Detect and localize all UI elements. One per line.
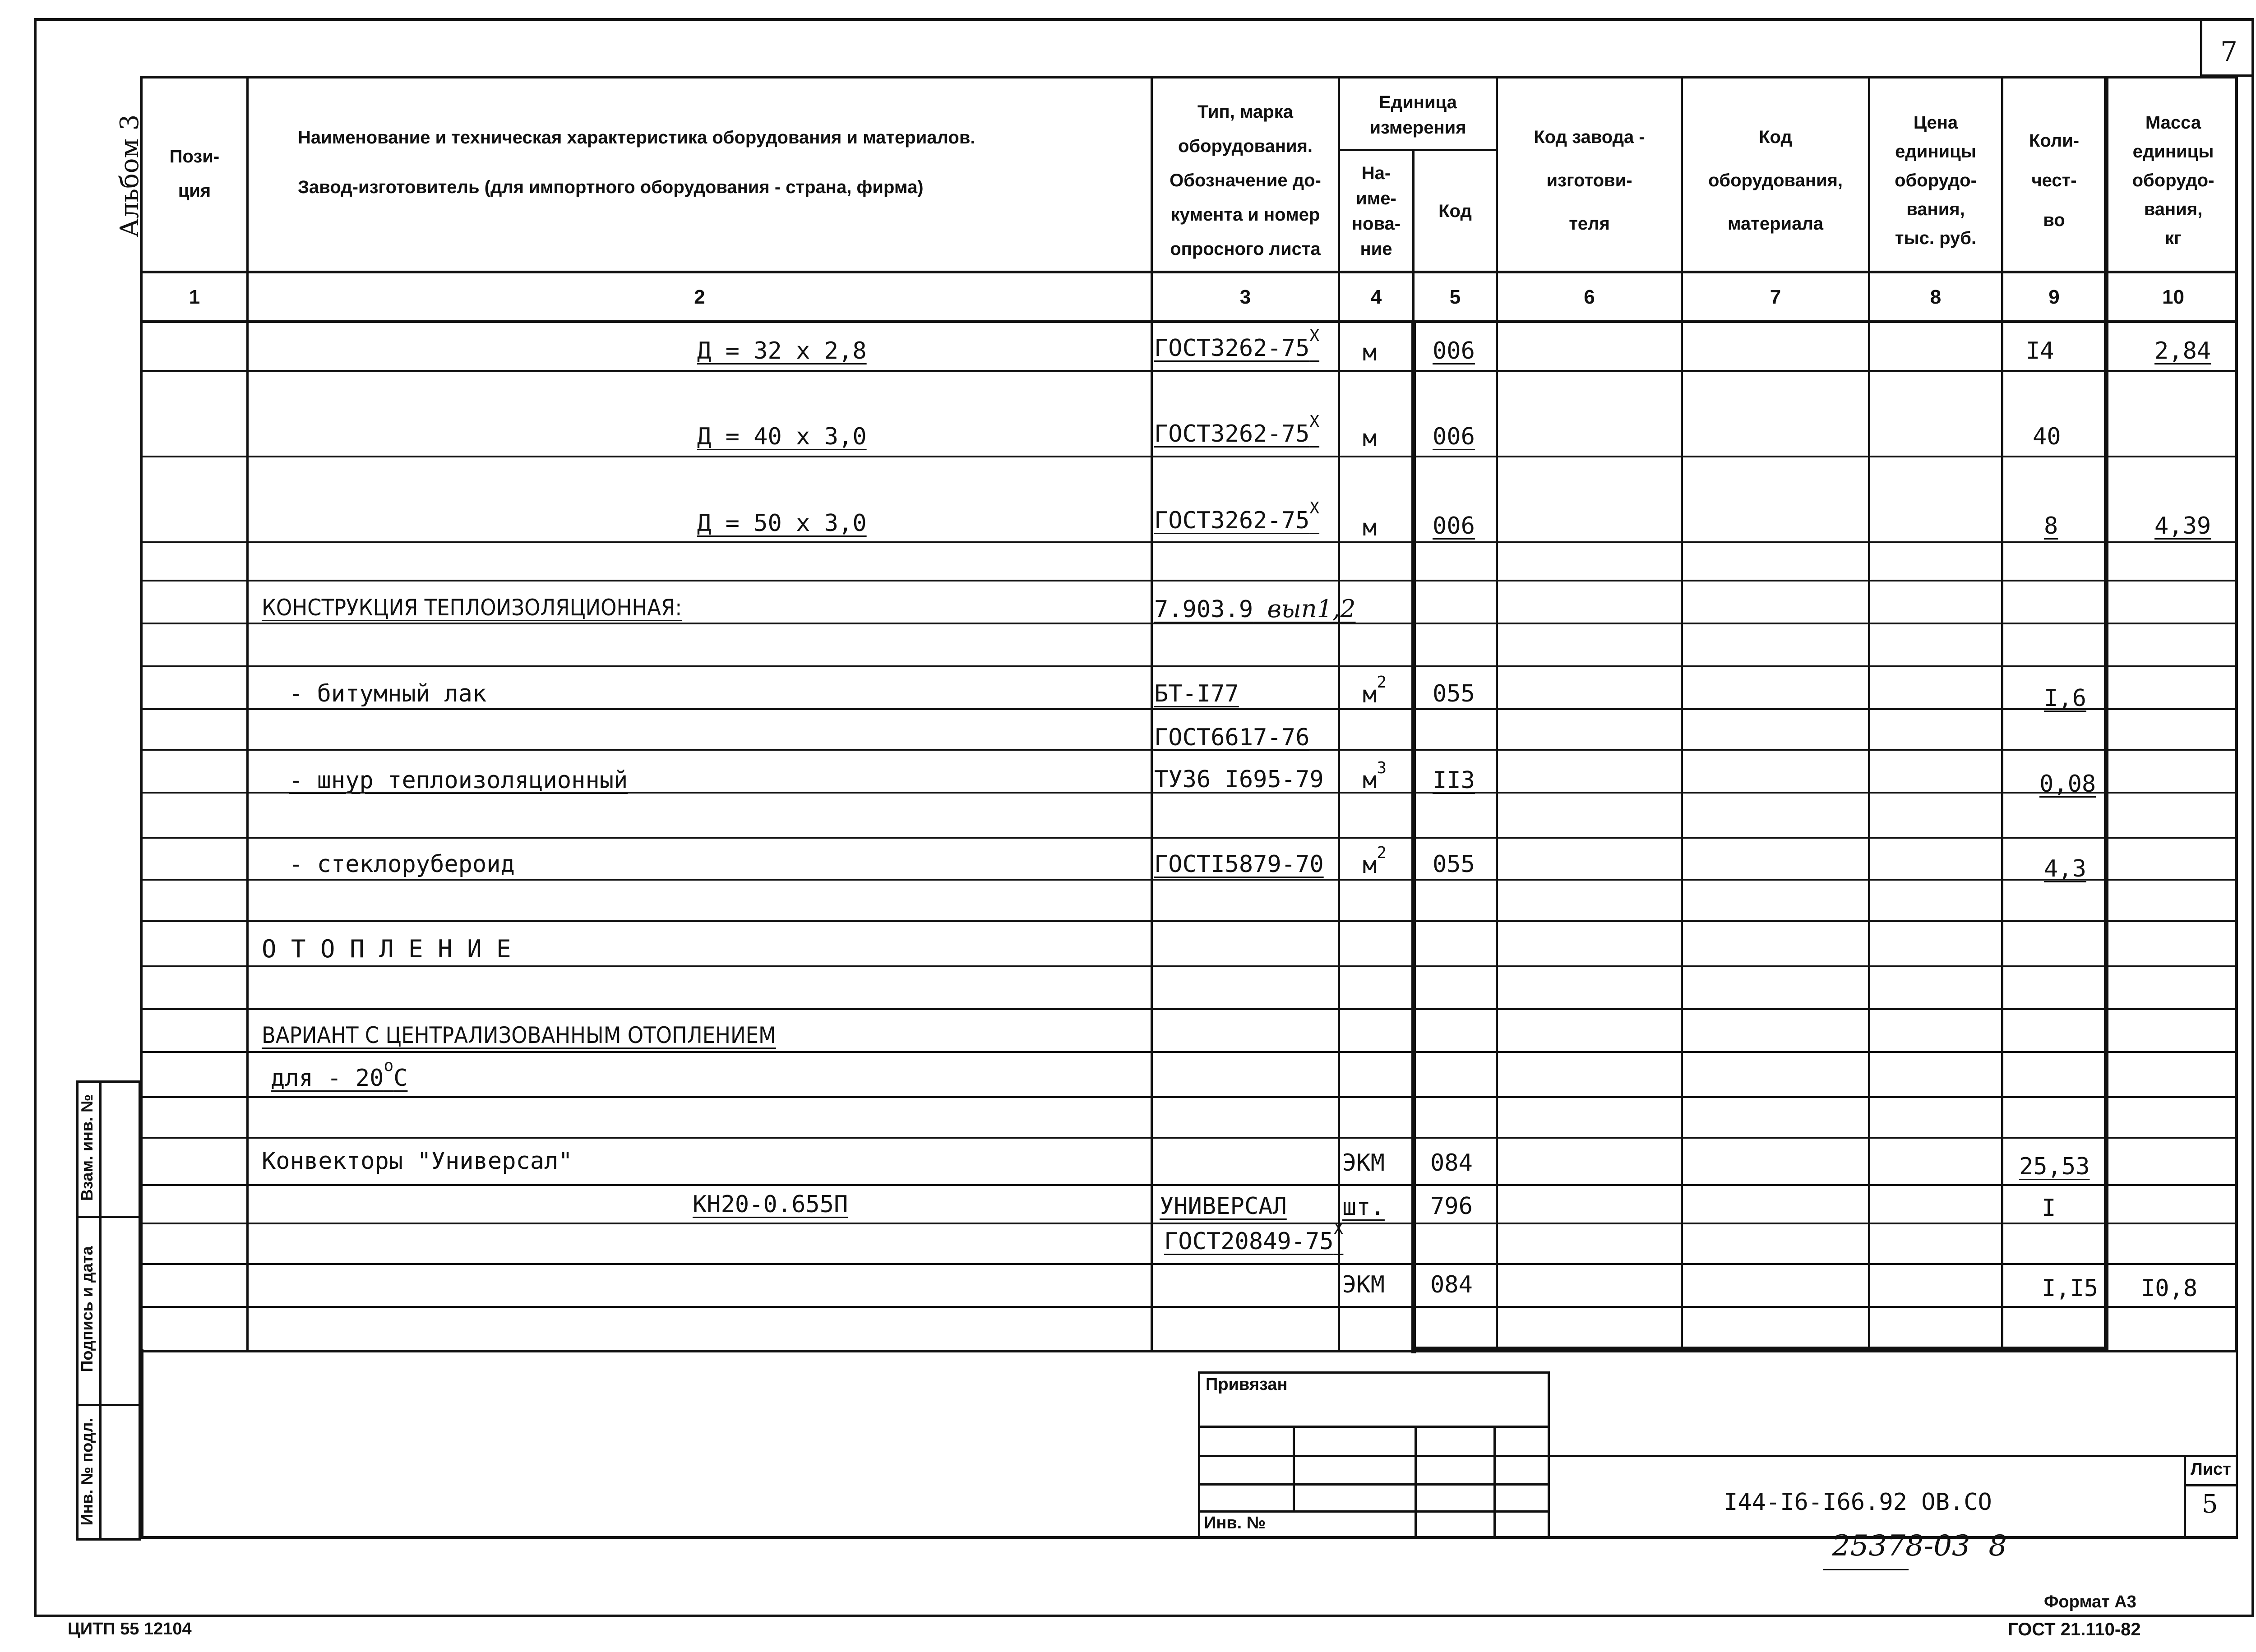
row-mass: 2,84 bbox=[2154, 337, 2211, 365]
row-unit: $м^2$ bbox=[1363, 844, 1387, 879]
row-separator bbox=[140, 879, 2238, 881]
row-doc: $ГОСТ20849-75^Х$ bbox=[1164, 1220, 1344, 1255]
stamp-podpis: Подпись и дата bbox=[78, 1246, 96, 1372]
row-code: 084 bbox=[1430, 1149, 1473, 1177]
header-factory-code: Код завода - изготови- теля bbox=[1534, 127, 1645, 234]
row-name: Конвекторы "Универсал" bbox=[262, 1148, 573, 1175]
row-qty: I,6 bbox=[2044, 685, 2086, 712]
row-separator bbox=[140, 1223, 2238, 1224]
row-separator bbox=[140, 920, 2238, 922]
album-label: Альбом 3 bbox=[115, 114, 144, 238]
row-name: - битумный лак bbox=[289, 680, 487, 707]
row-separator bbox=[140, 541, 2238, 543]
row-separator bbox=[140, 965, 2238, 967]
row-doc: ГОСТ6617-76 bbox=[1154, 724, 1310, 751]
row-doc: 7.903.9 вып1,2 bbox=[1154, 595, 1356, 623]
colnum-8: 8 bbox=[1930, 286, 1942, 308]
doc-code: I44-I6-I66.92 ОВ.СО bbox=[1724, 1489, 1992, 1516]
header-unit-name: На- име- нова- ние bbox=[1351, 163, 1401, 259]
row-mass: 4,39 bbox=[2154, 512, 2211, 540]
row-name: КОНСТРУКЦИЯ ТЕПЛОИЗОЛЯЦИОННАЯ: bbox=[262, 595, 682, 621]
row-code: 006 bbox=[1433, 423, 1475, 450]
row-separator bbox=[140, 1306, 2238, 1308]
colnum-9: 9 bbox=[2048, 286, 2060, 308]
row-code: 055 bbox=[1433, 851, 1475, 878]
sheet-number-top: 7 bbox=[2220, 36, 2238, 68]
row-separator bbox=[140, 1184, 2238, 1186]
header-type-doc: Тип, марка оборудования. Обозначение до- кумента и номер опросного листа bbox=[1170, 102, 1321, 259]
header-name-line1: Наименование и техническая характеристика оборудования и материалов. bbox=[298, 128, 975, 148]
row-separator bbox=[140, 580, 2238, 581]
colnum-5: 5 bbox=[1449, 286, 1461, 308]
row-doc: УНИВЕРСАЛ bbox=[1160, 1193, 1287, 1220]
list-number: 5 bbox=[2202, 1490, 2218, 1519]
header-unit-code: Код bbox=[1438, 201, 1472, 221]
stamp-vzam: Взам. инв. № bbox=[78, 1094, 96, 1201]
row-separator bbox=[140, 1263, 2238, 1265]
row-doc: ТУ36 I695-79 bbox=[1154, 766, 1324, 793]
row-unit: м bbox=[1363, 339, 1377, 366]
row-qty: I4 bbox=[2026, 337, 2054, 365]
row-name: Д = 32 х 2,8 bbox=[697, 337, 867, 365]
inv-no-label: Инв. № bbox=[1204, 1514, 1266, 1532]
footer-standard: ГОСТ 21.110-82 bbox=[2008, 1620, 2141, 1639]
row-qty: I,I5 bbox=[2042, 1275, 2099, 1302]
row-name: ВАРИАНТ С ЦЕНТРАЛИЗОВАННЫМ ОТОПЛЕНИЕМ bbox=[262, 1022, 776, 1048]
row-qty: 8 bbox=[2044, 512, 2058, 540]
row-unit: $м^3$ bbox=[1363, 759, 1387, 794]
row-separator bbox=[140, 456, 2238, 457]
colnum-6: 6 bbox=[1584, 286, 1595, 308]
row-separator bbox=[140, 1051, 2238, 1053]
row-code: 006 bbox=[1433, 337, 1475, 365]
row-name: - шнур теплоизоляционный bbox=[289, 767, 628, 794]
colnum-3: 3 bbox=[1239, 286, 1251, 308]
header-position: Пози- ция bbox=[169, 147, 220, 201]
row-code: II3 bbox=[1433, 767, 1475, 794]
row-name: Д = 50 х 3,0 bbox=[697, 510, 867, 537]
header-equipment-code: Код оборудования, материала bbox=[1708, 127, 1843, 234]
row-code: 084 bbox=[1430, 1271, 1473, 1298]
row-doc: $ГОСТ3262-75^Х$ bbox=[1154, 327, 1320, 362]
colnum-7: 7 bbox=[1770, 286, 1781, 308]
row-qty: 0,08 bbox=[2039, 771, 2096, 798]
header-name-line2: Завод-изготовитель (для импортного оборудования - страна, фирма) bbox=[298, 177, 924, 197]
row-qty: 25,53 bbox=[2019, 1153, 2090, 1180]
list-label: Лист bbox=[2191, 1460, 2231, 1479]
row-name: КН20-0.655П bbox=[693, 1191, 848, 1218]
row-code: 006 bbox=[1433, 512, 1475, 540]
colnum-2: 2 bbox=[694, 286, 705, 308]
row-doc: БТ-I77 bbox=[1154, 680, 1239, 707]
row-doc: ГОСТI5879-70 bbox=[1154, 851, 1324, 878]
row-name: - стеклорубероид bbox=[289, 851, 515, 878]
row-unit: ЭКМ bbox=[1342, 1149, 1385, 1177]
colnum-4: 4 bbox=[1370, 286, 1382, 308]
row-separator bbox=[140, 1096, 2238, 1098]
header-price: Цена единицы оборудо- вания, тыс. руб. bbox=[1895, 113, 1977, 248]
row-name: для - $20^оС$ bbox=[271, 1057, 408, 1092]
row-name: О Т О П Л Е Н И Е bbox=[262, 935, 511, 963]
row-separator bbox=[140, 708, 2238, 710]
row-qty: 40 bbox=[2033, 423, 2061, 450]
stamp-inv: Инв. № подл. bbox=[78, 1417, 96, 1526]
row-code: 796 bbox=[1430, 1193, 1473, 1220]
row-name: Д = 40 х 3,0 bbox=[697, 423, 867, 450]
row-unit: $м^2$ bbox=[1363, 673, 1387, 708]
handwritten-number: 25378-03 8 bbox=[1832, 1529, 2007, 1563]
row-doc: $ГОСТ3262-75^Х$ bbox=[1154, 412, 1320, 448]
header-quantity: Коли- чест- во bbox=[2029, 131, 2080, 230]
row-doc: $ГОСТ3262-75^Х$ bbox=[1154, 499, 1320, 534]
header-mass: Масса единицы оборудо- вания, кг bbox=[2132, 113, 2214, 248]
row-separator bbox=[140, 1008, 2238, 1010]
header-unit-group: Единица измерения bbox=[1369, 92, 1466, 138]
row-separator bbox=[140, 370, 2238, 372]
row-unit: ЭКМ bbox=[1342, 1271, 1385, 1298]
row-qty: 4,3 bbox=[2044, 855, 2086, 882]
row-separator bbox=[140, 665, 2238, 667]
row-code: 055 bbox=[1433, 680, 1475, 707]
row-unit: м bbox=[1363, 425, 1377, 452]
footer-left: ЦИТП 55 12104 bbox=[68, 1620, 192, 1638]
colnum-1: 1 bbox=[189, 286, 200, 308]
row-unit: м bbox=[1363, 514, 1377, 541]
row-mass: I0,8 bbox=[2141, 1275, 2198, 1302]
row-separator bbox=[140, 837, 2238, 839]
row-separator bbox=[140, 1137, 2238, 1139]
colnum-10: 10 bbox=[2162, 286, 2184, 308]
row-unit: шт. bbox=[1342, 1194, 1385, 1221]
row-qty: I bbox=[2042, 1195, 2056, 1222]
footer-format: Формат А3 bbox=[2044, 1592, 2136, 1611]
privyazan-label: Привязан bbox=[1206, 1375, 1288, 1394]
